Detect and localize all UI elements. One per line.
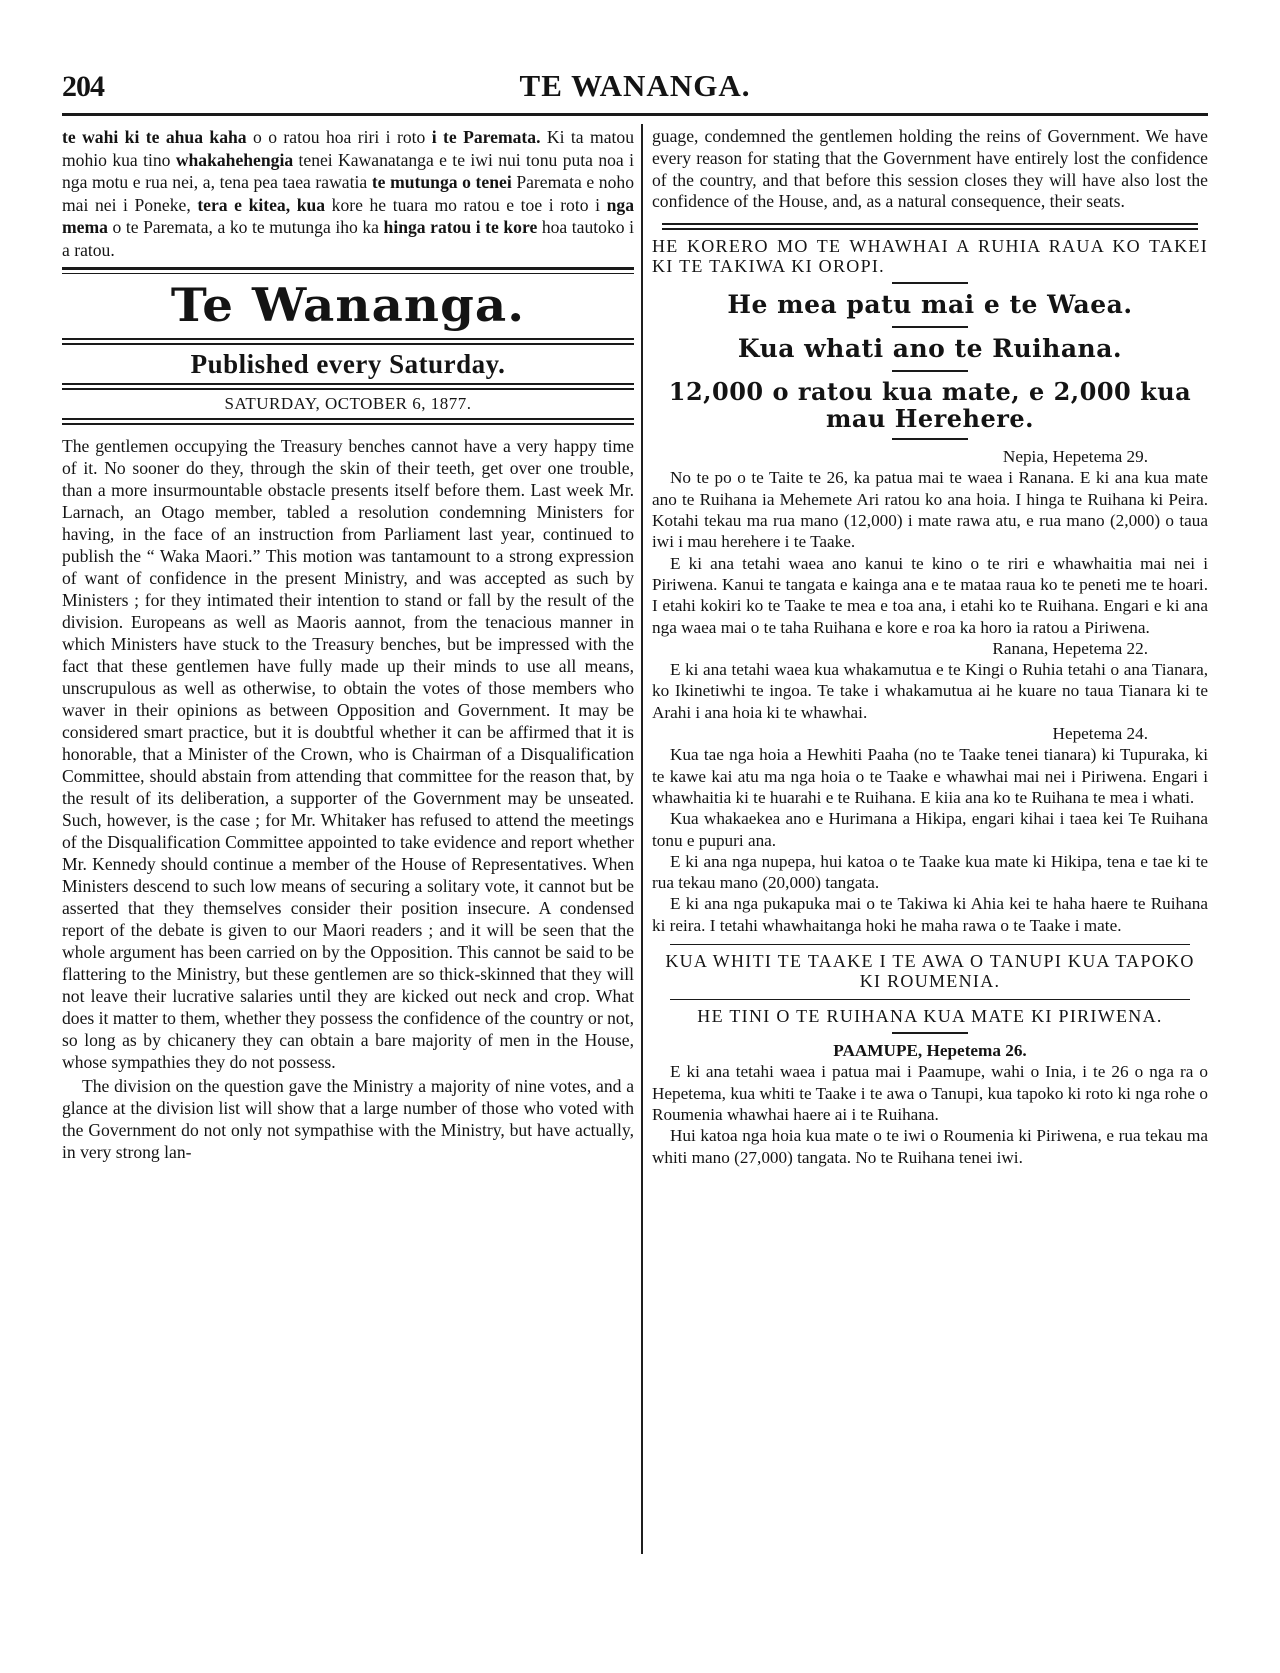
text-run: Ki ta matou mohio kua tino (62, 127, 634, 170)
news-paragraph: E ki ana nga pukapuka mai o te Takiwa ki Ahia kei te haha haere te Ruihana ki reira. I tetahi whawhaitanga hoki he maha rawa o te Taake i mate. (652, 894, 1208, 935)
short-rule (892, 326, 968, 328)
news-paragraph: Hui katoa nga hoia kua mate o te iwi o Roumenia ki Piriwena, e rua tekau ma whiti mano (27,000) tangata. No te Ruihana tenei iwi. (652, 1126, 1208, 1167)
left-column (62, 126, 634, 1163)
news-paragraph: E ki ana tetahi waea kua whakamutua e te Kingi o Ruhia tetahi o ana Tianara, ko Ikinetiwhi te ingoa. Te take i whakamutua ai he kuare no taua Tianara ki te Arahi i ana hoia ki te whawhai. (652, 660, 1208, 722)
defeat-headline: Kua whati ano te Ruihana. (737, 334, 1123, 364)
section-rule-thin (62, 273, 634, 274)
plevna-losses-heading: HE TINI O TE RUIHANA KUA MATE KI PIRIWENA. (697, 1006, 1163, 1027)
running-head (62, 68, 1208, 108)
war-news-heading: HE KORERO MO TE WHAWHAI A RUHIA RAUA KO TAKEI KI TE TAKIWA KI OROPI. (652, 236, 1208, 277)
masthead-rule (62, 338, 634, 345)
section-rule (670, 999, 1190, 1000)
roumania-news-body (652, 1040, 1208, 1168)
news-paragraph: Kua tae nga hoia a Hewhiti Paaha (no te Taake tenei tianara) ki Tupuraka, ki te kawe kai atu ma nga hoia o te Taake e whawhai mai nei i Piriwena. Engari i whawhaitia ki te huarahi e te Ruihana. E kiia ana ko te Ruihana te mea i whati. (652, 745, 1208, 807)
text-run: te mutunga o tenei (371, 172, 512, 192)
news-paragraph: E ki ana tetahi waea i patua mai i Paamupe, wahi o Inia, i te 26 o nga ra o Hepetema, kua whiti te Taake i te awa o Tanupi, kua tapoko ki roto ki nga rohe o Roumenia whawhai haere ai i te Ruihana. (652, 1062, 1208, 1124)
news-paragraph: Kua whakaekea ano e Hurimana a Hikipa, engari kihai i taea kei Te Ruihana tonu e pupuri ana. (652, 809, 1208, 850)
editorial-article (62, 435, 634, 1163)
danube-crossing-heading: KUA WHITI TE TAAKE I TE AWA O TANUPI KUA TAPOKO KI ROUMENIA. (665, 951, 1195, 992)
text-run: o o ratou hoa riri i roto (246, 127, 432, 147)
editorial-paragraph: The gentlemen occupying the Treasury benches cannot have a very happy time of it. No sooner do they, through the skin of their teeth, get over one trouble, than a more insurmountable obstacle presents itself before them. Last week Mr. Larnach, an Otago member, tabled a resolution condemning Ministers for having, in the face of an instruction from Parliament last year, continued to publish the “ Waka Maori.” This motion was tantamount to a strong expression of want of confidence in the present Ministry, and was accepted as such by Ministers ; for they intimated their intention to stand or fall by the result of the division. Europeans as well as Maoris aannot, from the tenacious manner in which Ministers have stuck to the Treasury benches, but be impressed with the fact that these gentlemen have fully made up their minds to use all means, unscrupulous as well as otherwise, to obtain the votes of those members who waver in their opinions as between Opposition and Government. It may be considered smart practice, but it is doubtful whether it can be affirmed that it is honorable, that a Minister of the Crown, who is Chairman of a Disqualification Committee, should abstain from attending that committee for the reason that, by the result of its deliberation, a supporter of the Government may be unseated. Such, however, is the case ; for Mr. Whitaker has refused to attend the meetings of the Disqualification Committee appointed to take evidence and report whether Mr. Kennedy should continue a member of the House of Representatives. When Ministers descend to such low means of securing a solitary vote, it cannot but be asserted that they themselves consider their position insecure. A condensed report of the debate is given to our Maori readers ; and it will be seen that the whole argument has been carried on by the Opposition. This cannot be said to be flattering to the Ministry, but these gentlemen are so thick-skinned that they will not leave their lucrative salaries until they are kicked out neck and crop. What does it matter to them, whether they possess the confidence of the country or not, so long as by chicanery they can obtain a bare majority of men in the House, whose sympathies they do not possess. (62, 436, 634, 1072)
page-number: 204 (62, 70, 104, 103)
news-paragraph: E ki ana tetahi waea ano kanui te kino o te riri e whawhaitia mai nei i Piriwena. Kanui te tangata e kainga ana e te mataa raua ko te peneti me te hoari. I etahi kokiri ko te Taake te mea e toa ana, i etahi ko te Ruihana. Engari e ki ana nga waea mai o te taha Ruihana e kore e roa ka horo ia ratou a Piriwena. (652, 553, 1208, 637)
text-run: tera e kitea, kua (197, 194, 326, 215)
short-rule (892, 1032, 968, 1034)
published-rule (62, 383, 634, 390)
short-rule (892, 282, 968, 284)
issue-dateline: SATURDAY, OCTOBER 6, 1877. (224, 394, 472, 413)
news-dateline: Ranana, Hepetema 22. (992, 638, 1148, 658)
section-rule (670, 944, 1190, 945)
short-rule (892, 370, 968, 372)
section-rule (662, 223, 1198, 230)
text-run: puta noa i nga motu e rua nei, a, tena pea taea rawatia (62, 149, 634, 192)
text-run: i te Paremata. (431, 127, 541, 147)
text-run: hoa tautoko i a ratou. (62, 217, 634, 260)
text-run: kore he tuara mo ratou e toe i roto i (325, 194, 607, 215)
short-rule (892, 438, 968, 440)
editorial-continuation: guage, condemned the gentlemen holding the reins of Government. We have every reason for stating that the Government have entirely lost the confidence of the country, and that before this session closes they will have also lost the confidence of the House, and, as a natural consequence, their seats. (652, 126, 1208, 212)
editorial-paragraph: The division on the question gave the Ministry a majority of nine votes, and a glance at the division list will show that a large number of those who voted with the Government do not only not sympathise with the Ministry, but have actually, in very strong lan- (62, 1076, 634, 1162)
newspaper-title: TE WANANGA. (519, 68, 751, 103)
news-paragraph: No te po o te Taite te 26, ka patua mai te waea i Ranana. E ki ana kua mate ano te Ruihana ia Mehemete Ari ratou ko ana hoia. I hinga te Ruihana ki Peira. Kotahi tekau ma rua mano (12,000) i mate rawa atu, e rua mano (2,000) o taua iwi i mau herehere i te Taake. (652, 468, 1208, 552)
section-rule (62, 267, 634, 270)
news-dateline: PAAMUPE, Hepetema 26. (833, 1041, 1027, 1061)
news-dateline: Hepetema 24. (1052, 724, 1148, 744)
right-column (652, 126, 1208, 1168)
text-run: o te Paremata, a ko te mutunga iho ka (107, 217, 384, 237)
casualties-headline: 12,000 o ratou kua mate, e 2,000 kua mau Herehere. (668, 377, 1192, 434)
text-run: te wahi ki te ahua kaha (62, 127, 247, 147)
maori-article-tail (62, 126, 634, 261)
news-paragraph: E ki ana nga nupepa, hui katoa o te Taake kua mate ki Hikipa, tena e tae ki te rua tekau mano (20,000) tangata. (652, 851, 1208, 893)
publication-notice: Published every Saturday. (190, 349, 506, 379)
text-run: whakahehengia (175, 149, 294, 170)
text-run: Paremata e noho mai nei i Poneke, (62, 172, 634, 215)
header-rule (62, 113, 1208, 116)
dateline-rule (62, 418, 634, 425)
column-divider (641, 124, 643, 1554)
text-run: hinga ratou i te kore (383, 217, 538, 237)
text-run: tenei Kawanatanga e te iwi nui tonu (293, 149, 563, 170)
text-run: nga mema (62, 194, 634, 237)
news-dateline: Nepia, Hepetema 29. (1002, 447, 1148, 467)
masthead: Te Wananga. (170, 278, 526, 332)
telegraph-headline: He mea patu mai e te Waea. (727, 290, 1133, 320)
war-news-body (652, 446, 1208, 936)
